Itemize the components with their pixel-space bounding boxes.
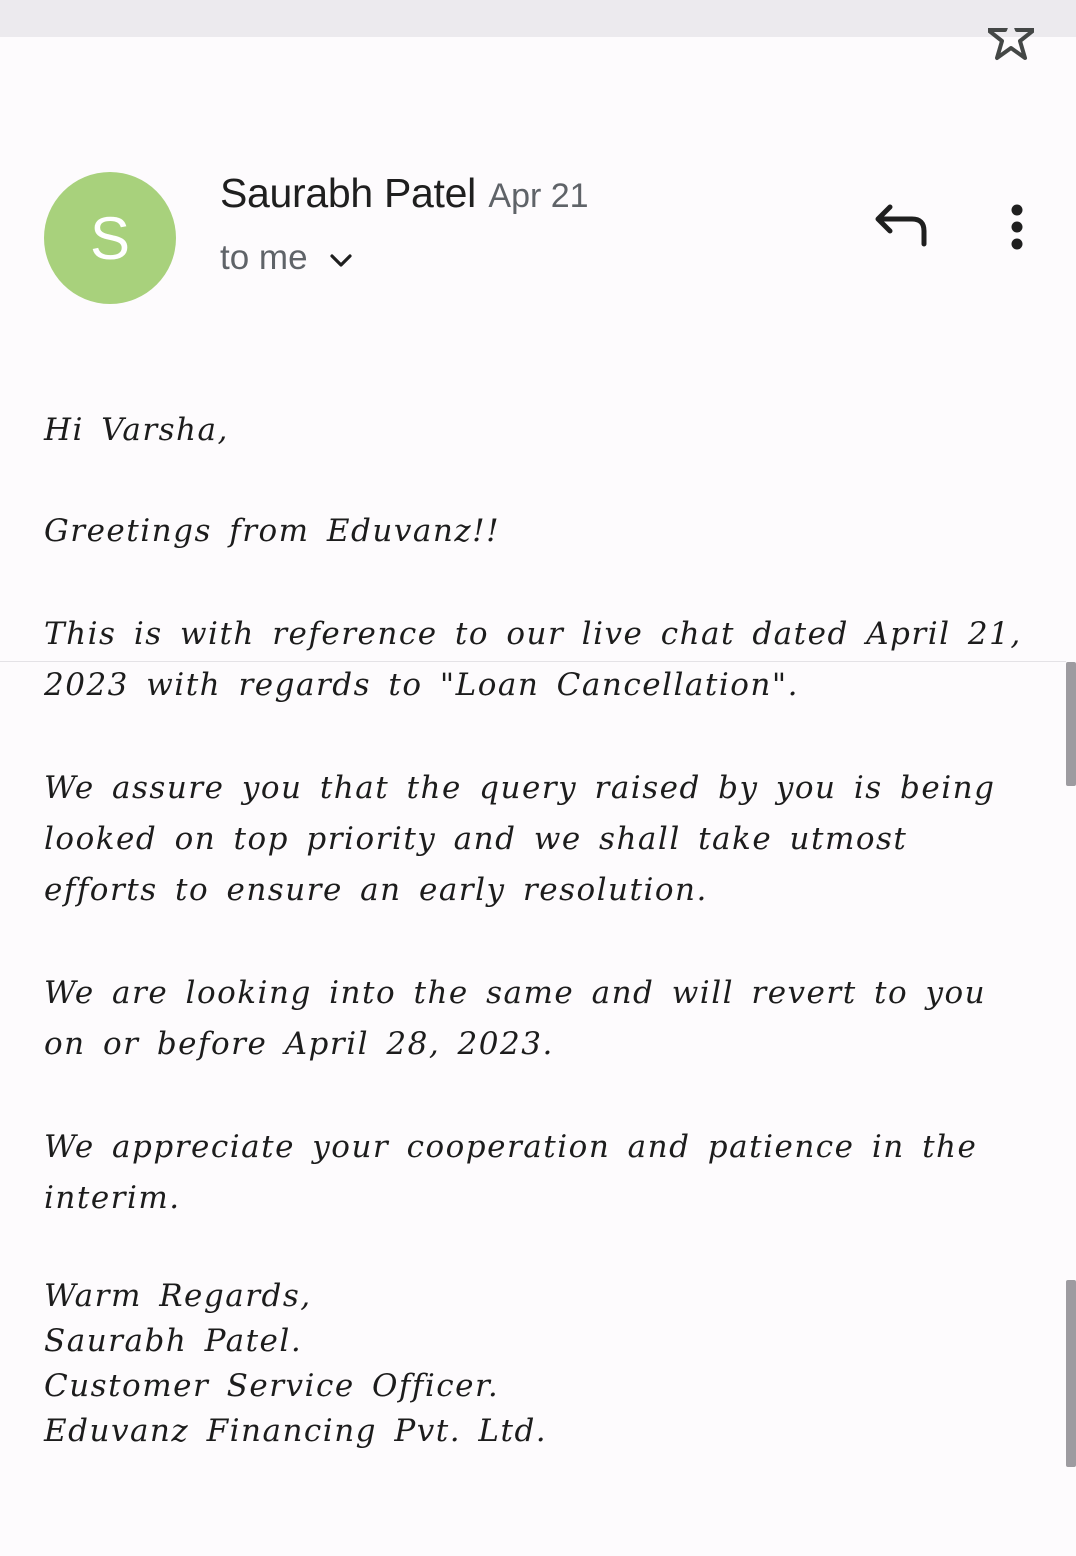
avatar[interactable]	[44, 172, 176, 304]
star-icon[interactable]	[988, 28, 1034, 62]
intro-line: Greetings from Eduvanz!!	[44, 513, 501, 549]
scrollbar-thumb[interactable]	[1066, 662, 1076, 786]
body-paragraph: This is with reference to our live chat dated April 21, 2023 with regards to "Loan Cancellation".	[44, 616, 1022, 703]
screenshot-seam	[0, 661, 1066, 662]
signature	[44, 1274, 1034, 1454]
signature-closing: Warm Regards,	[44, 1278, 312, 1314]
message-body	[44, 405, 1034, 1454]
avatar-letter: S	[89, 204, 131, 272]
top-bar	[0, 0, 1076, 37]
body-paragraph: We assure you that the query raised by you is being looked on top priority and we shall take utmost efforts to ensure an early resolution.	[44, 770, 996, 908]
scrollbar-thumb[interactable]	[1066, 1280, 1076, 1467]
greeting: Hi Varsha,	[44, 412, 229, 448]
recipient-toggle[interactable]	[220, 238, 356, 278]
more-vert-icon	[994, 196, 1040, 258]
chevron-down-icon	[326, 245, 356, 275]
sender-header	[220, 170, 589, 217]
recipient-label: to me	[220, 238, 308, 277]
more-options-button[interactable]	[994, 196, 1040, 258]
reply-icon	[868, 196, 934, 258]
message-date: Apr 21	[488, 177, 589, 215]
signature-title: Customer Service Officer.	[44, 1368, 500, 1404]
signature-name: Saurabh Patel.	[44, 1323, 303, 1359]
body-paragraph: We appreciate your cooperation and patience in the interim.	[44, 1129, 978, 1216]
signature-company: Eduvanz Financing Pvt. Ltd.	[44, 1413, 548, 1449]
reply-button[interactable]	[868, 196, 934, 258]
body-paragraph: We are looking into the same and will revert to you on or before April 28, 2023.	[44, 975, 987, 1062]
sender-name[interactable]: Saurabh Patel	[220, 170, 476, 216]
